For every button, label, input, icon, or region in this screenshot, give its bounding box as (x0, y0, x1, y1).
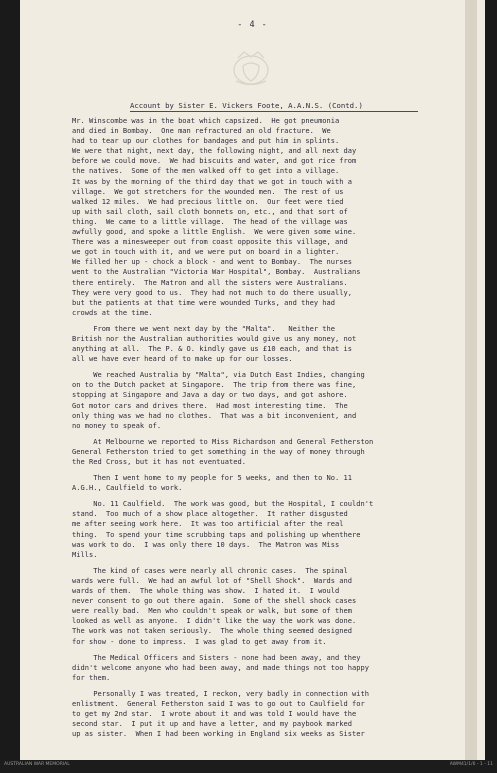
text-line: there entirely. The Matron and all the sisters were Australians. (72, 277, 348, 287)
text-line: Got motor cars and drives there. Had most interesting time. The (72, 400, 348, 410)
text-line: up with sail cloth, sail cloth bonnets on, etc., and that sort of (72, 206, 348, 216)
text-line: They were very good to us. They had not much to do there usually, (72, 287, 353, 297)
text-line: General Fetherston tried to get something in the way of money through (72, 446, 365, 456)
text-line: stand. Too much of a show place altogether. It rather disgusted (72, 509, 348, 519)
paragraph (72, 437, 472, 467)
text-line: on to the Dutch packet at Singapore. The trip from there was fine, (72, 380, 357, 390)
text-line: We filled her up - chock a block - and went to Bombay. The nurses (72, 257, 353, 267)
text-line: were really bad. Men who couldn't speak or walk, but some of them (72, 606, 353, 616)
paragraph (72, 499, 472, 560)
text-line: didn't welcome anyone who had been away, and made things not too happy (72, 662, 369, 672)
text-line: Mr. Winscombe was in the boat which capsized. He got pneumonia (72, 116, 340, 125)
paragraph (72, 116, 472, 318)
paragraph (72, 566, 472, 647)
text-line: enlistment. General Fetherston said I was to go out to Caulfield for (72, 698, 365, 708)
text-line: A.G.H., Caulfield to work. (72, 483, 183, 493)
text-line: The work was not taken seriously. The whole thing seemed designed (72, 626, 353, 636)
text-line: never consent to go out there again. Some of the shell shock cases (72, 596, 357, 606)
document-body (72, 116, 472, 739)
text-line: Then I went home to my people for 5 weeks, and then to No. 11 (72, 473, 353, 483)
document-page (20, 0, 485, 760)
text-line: up as sister. When I had been working in England six weeks as Sister (72, 729, 365, 739)
text-line: We reached Australia by "Malta", via Dutch East Indies, changing (72, 370, 365, 380)
text-line: No. 11 Caulfield. The work was good, but the Hospital, I couldn't (72, 499, 374, 509)
footer-right: AWM41/1/6 - 1 - 11 (449, 762, 493, 767)
text-line: looked as well as anyone. I didn't like the way the work was done. (72, 616, 357, 626)
text-line: only thing was we had no clothes. That was a bit inconvenient, and (72, 410, 357, 420)
text-line: thing. To spend your time scrubbing taps and polishing up whenthere (72, 529, 361, 539)
text-line: Mills. (72, 549, 98, 559)
text-line: crowds at the time. (72, 307, 153, 317)
text-line: went to the Australian "Victoria War Hospital", Bombay. Australians (72, 267, 361, 277)
text-line: At Melbourne we reported to Miss Richardson and General Fetherston (72, 436, 374, 446)
heading (130, 101, 420, 110)
text-line: second star. I put it up and have a letter, and my paybook marked (72, 719, 353, 729)
text-line: to get my 2nd star. I wrote about it and was told I would have the (72, 709, 357, 719)
page-number: - 4 - (237, 20, 268, 30)
heading-text: Account by Sister E. Vickers Foote, A.A.N.S. (Contd.) (130, 101, 363, 110)
text-line: before we could move. We had biscuits and water, and got rice from (72, 156, 357, 166)
text-line: The Medical Officers and Sisters - none had been away, and they (72, 652, 361, 662)
paragraph (72, 653, 472, 683)
text-line: the natives. Some of the men walked off to get into a village. (72, 166, 340, 176)
text-line: for show - done to impress. I was glad to get away from it. (72, 636, 327, 646)
paragraph (72, 689, 472, 739)
page-edge (465, 0, 477, 760)
embossed-seal (230, 48, 272, 88)
text-line: From there we went next day by the "Malta". Neither the (72, 323, 336, 333)
footer-strip (0, 760, 497, 773)
text-line: the Red Cross, but it has not eventuated. (72, 457, 246, 466)
text-line: The kind of cases were nearly all chronic cases. The spinal (72, 565, 348, 575)
text-line: British nor the Australian authorities would give us any money, not (72, 333, 357, 343)
text-line: we got in touch with it, and we were put on board in a lighter. (72, 247, 340, 257)
text-line: me after seeing work here. It was too artificial after the real (72, 519, 344, 529)
text-line: wards of them. The whole thing was show. I hated it. I would (72, 586, 340, 596)
paragraph (72, 324, 472, 364)
paragraph (72, 473, 472, 493)
text-line: We were that night, next day, the following night, and all next day (72, 146, 357, 156)
text-line: for them. (72, 672, 111, 682)
text-line: thing. We came to a little village. The head of the village was (72, 216, 348, 226)
text-line: village. We got stretchers for the wounded men. The rest of us (72, 186, 344, 196)
text-line: stopping at Singapore and Java a day or two days, and got ashore. (72, 390, 348, 400)
text-line: had to tear up our clothes for bandages and put him in splints. (72, 136, 340, 146)
text-line: and died in Bombay. One man refractured an old fracture. We (72, 126, 331, 136)
text-line: Personally I was treated, I reckon, very badly in connection with (72, 688, 369, 698)
text-line: was work to do. I was only there 10 days. The Matron was Miss (72, 539, 340, 549)
text-line: walked 12 miles. We had precious little on. Our feet were tied (72, 196, 344, 206)
heading-underline (130, 111, 418, 112)
text-line: awfully good, and spoke a little English. We were given some wine. (72, 227, 357, 237)
text-line: all we have ever heard of to make up for our losses. (72, 354, 293, 364)
text-line: but the patients at that time were wounded Turks, and they had (72, 297, 336, 307)
paragraph (72, 370, 472, 431)
text-line: no money to speak of. (72, 420, 162, 430)
text-line: There was a minesweeper out from coast opposite this village, and (72, 237, 348, 247)
text-line: wards were full. We had an awful lot of "Shell Shock". Wards and (72, 575, 353, 585)
footer-left: AUSTRALIAN WAR MEMORIAL (4, 762, 70, 767)
text-line: anything at all. The P. & O. kindly gave us £10 each, and that is (72, 344, 353, 354)
text-line: It was by the morning of the third day that we got in touch with a (72, 176, 353, 186)
